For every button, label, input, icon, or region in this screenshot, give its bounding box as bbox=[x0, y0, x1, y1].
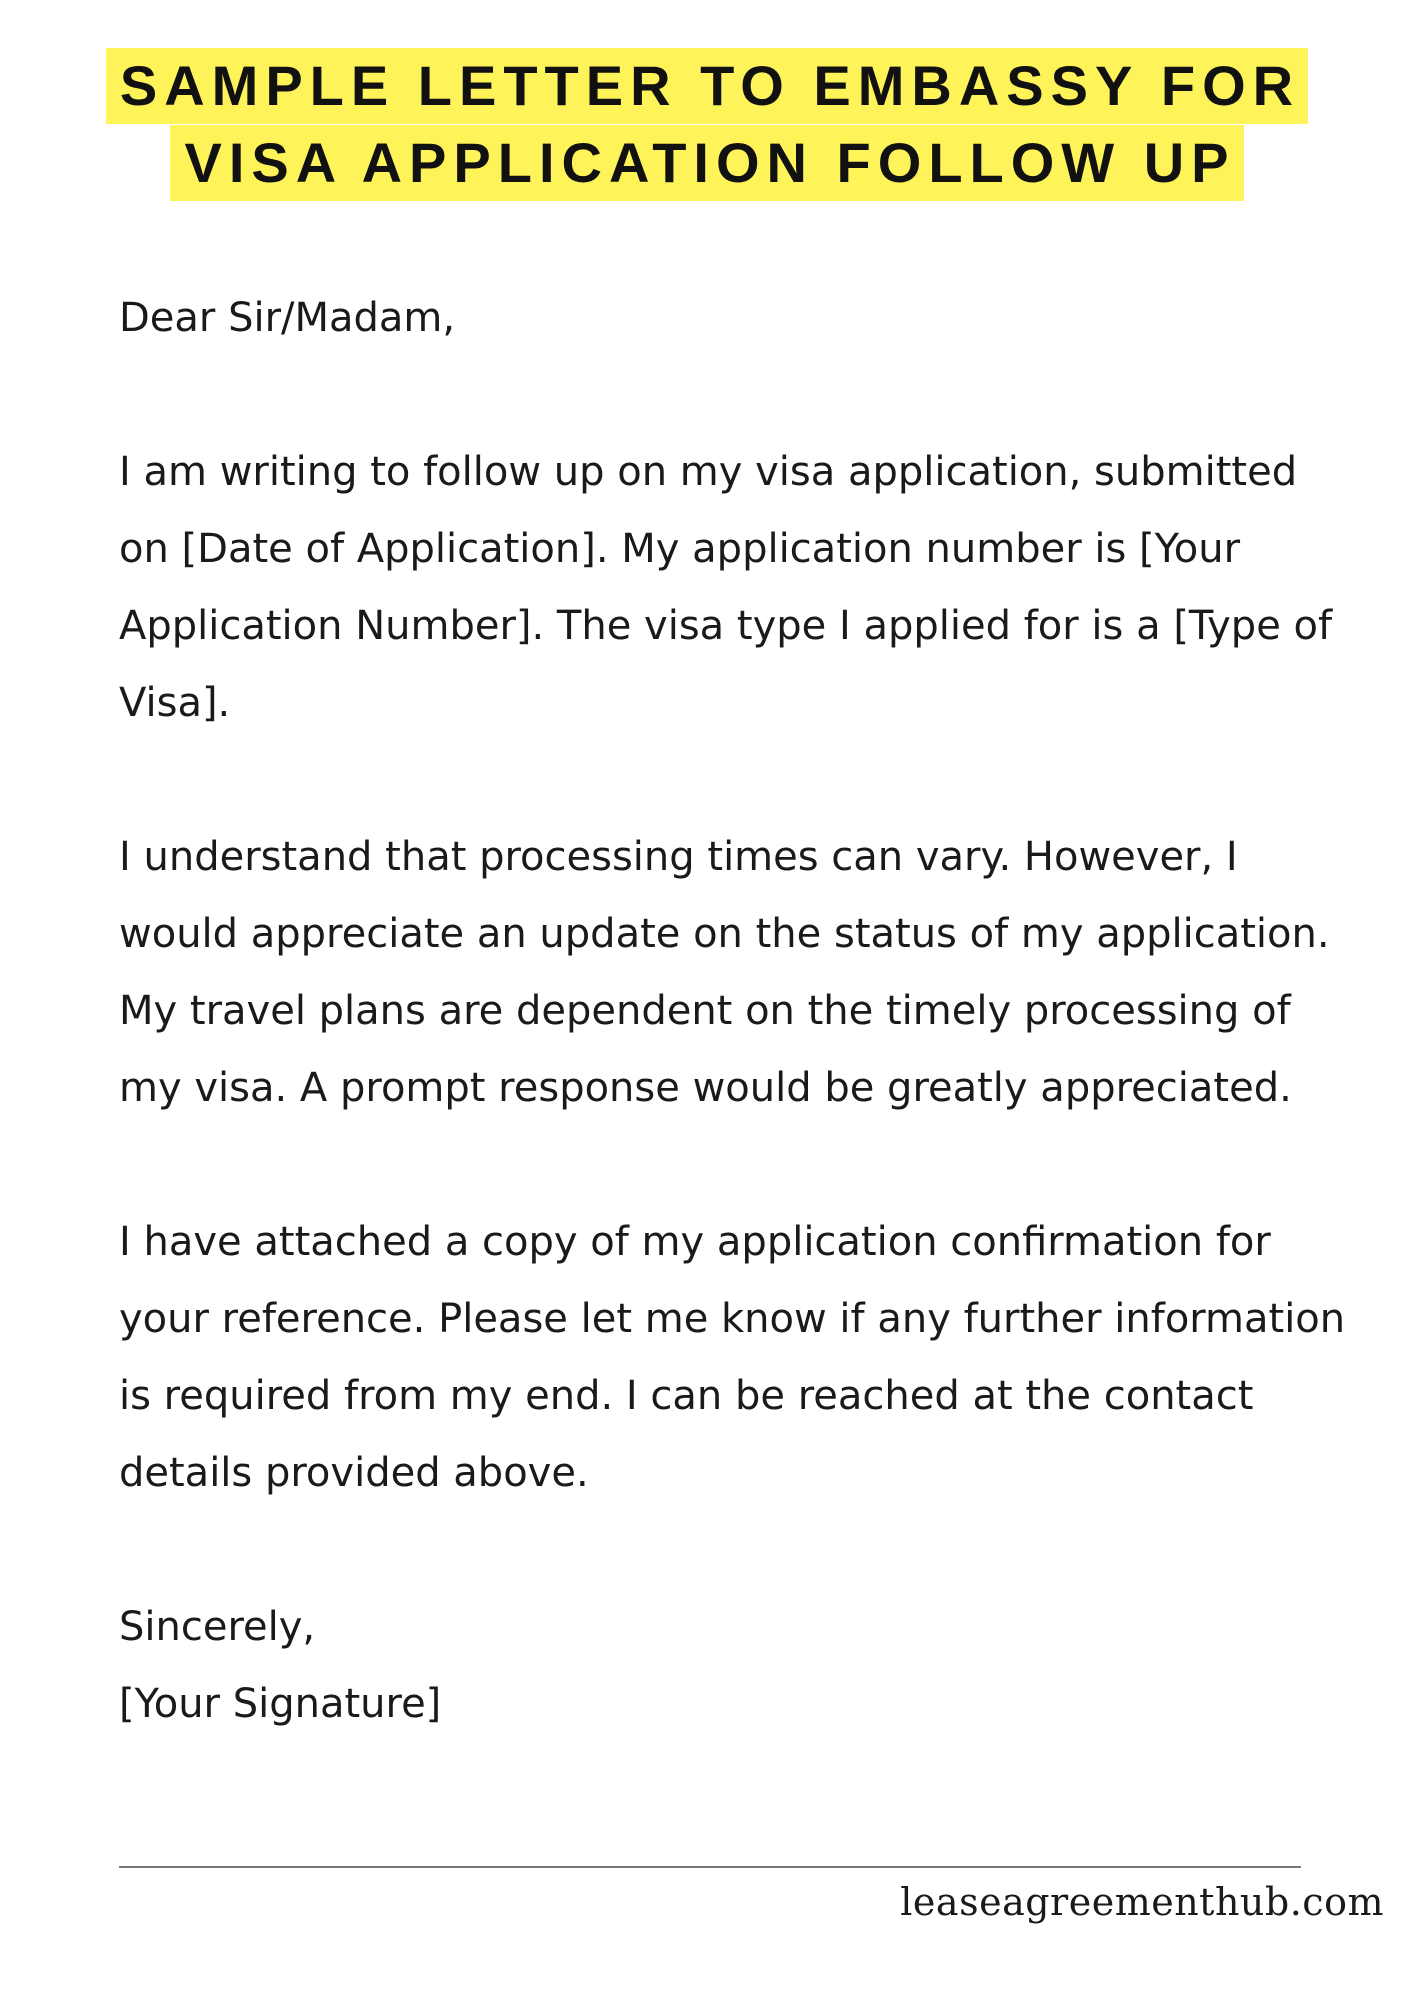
title-line-1: SAMPLE LETTER TO EMBASSY FOR bbox=[106, 48, 1308, 124]
title-line-2: VISA APPLICATION FOLLOW UP bbox=[170, 125, 1243, 201]
footer-website: leaseagreementhub.com bbox=[900, 1880, 1384, 1924]
paragraph-3: I have attached a copy of my application confirmation for your reference. Please let me know if any further information is required from my end. I can be reached at the contact details provided above. bbox=[119, 1219, 1346, 1496]
closing: Sincerely, bbox=[119, 1604, 316, 1650]
salutation: Dear Sir/Madam, bbox=[119, 295, 456, 341]
paragraph-2: I understand that processing times can vary. However, I would appreciate an update on the status of my application. My travel plans are dependent on the timely processing of my visa. A prompt response would be greatly appreciated. bbox=[119, 834, 1330, 1111]
paragraph-1: I am writing to follow up on my visa application, submitted on [Date of Application]. My application number is [Your Application Number]. The visa type I applied for is a [Type of Visa]. bbox=[119, 449, 1333, 726]
document-title bbox=[0, 48, 1414, 202]
footer-divider bbox=[119, 1866, 1301, 1868]
signature-placeholder: [Your Signature] bbox=[119, 1681, 442, 1727]
letter-body bbox=[119, 280, 1349, 1743]
